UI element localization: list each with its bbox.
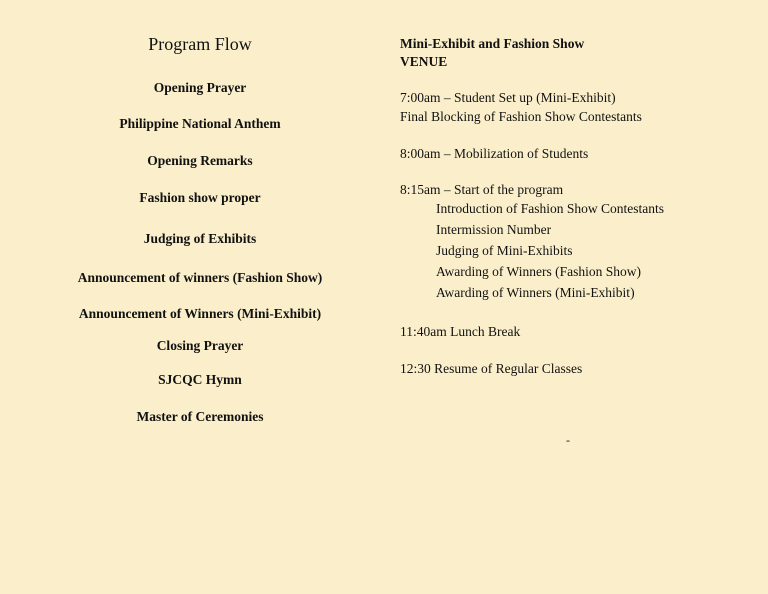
program-item-opening-prayer: Opening Prayer	[153, 80, 247, 95]
schedule-sub-awarding-exhibit: Awarding of Winners (Mini-Exhibit)	[436, 285, 635, 300]
program-item-fashion-show-proper: Fashion show proper	[139, 190, 261, 205]
program-item-master-of-ceremonies: Master of Ceremonies	[136, 409, 264, 424]
schedule-line-final-blocking: Final Blocking of Fashion Show Contestants	[400, 109, 642, 124]
schedule-line-lunch: 11:40am Lunch Break	[400, 324, 521, 339]
program-item-judging-exhibits: Judging of Exhibits	[143, 231, 257, 246]
schedule-heading: Mini-Exhibit and Fashion Show	[400, 36, 585, 51]
program-item-closing-prayer: Closing Prayer	[156, 338, 244, 353]
schedule-sub-awarding-fashion: Awarding of Winners (Fashion Show)	[436, 264, 641, 279]
program-item-winners-mini-exhibit: Announcement of Winners (Mini-Exhibit)	[78, 306, 322, 321]
schedule-venue: VENUE	[400, 54, 448, 69]
schedule-sub-judging: Judging of Mini-Exhibits	[436, 243, 573, 258]
schedule-sub-intermission: Intermission Number	[436, 222, 552, 237]
schedule-line-resume: 12:30 Resume of Regular Classes	[400, 361, 583, 376]
schedule-line-start-program: 8:15am – Start of the program	[400, 182, 564, 197]
stray-dash-mark: -	[566, 433, 570, 447]
schedule-sub-introduction: Introduction of Fashion Show Contestants	[436, 201, 664, 216]
program-item-national-anthem: Philippine National Anthem	[119, 116, 281, 131]
program-item-sjcqc-hymn: SJCQC Hymn	[158, 372, 242, 387]
program-item-winners-fashion-show: Announcement of winners (Fashion Show)	[77, 270, 323, 285]
schedule-line-student-setup: 7:00am – Student Set up (Mini-Exhibit)	[400, 90, 616, 105]
program-item-opening-remarks: Opening Remarks	[147, 153, 253, 168]
schedule-line-mobilization: 8:00am – Mobilization of Students	[400, 146, 589, 161]
program-flow-title: Program Flow	[148, 34, 252, 54]
